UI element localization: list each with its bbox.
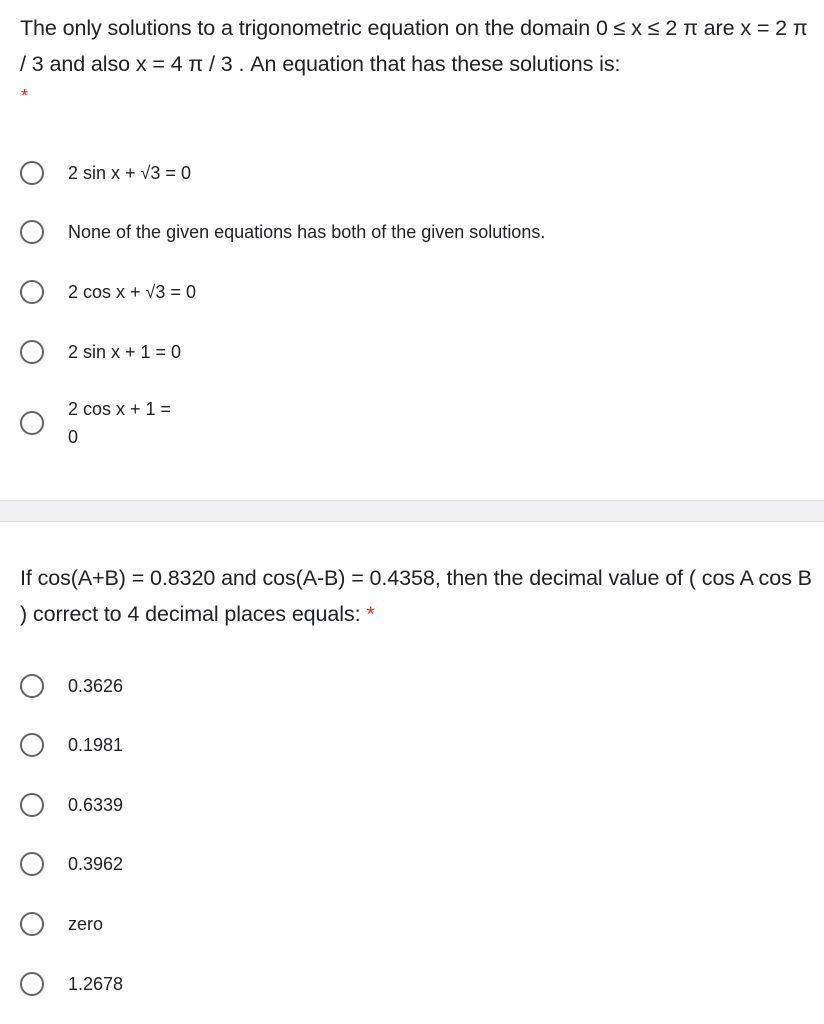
- radio-circle-icon[interactable]: [20, 280, 44, 304]
- radio-circle-icon[interactable]: [20, 340, 44, 364]
- radio-option[interactable]: [20, 850, 123, 878]
- option-label: 1.2678: [68, 974, 124, 994]
- option-label-line: 2 cos x + 1 =: [68, 399, 172, 419]
- radio-circle-icon[interactable]: [20, 912, 44, 936]
- radio-circle-icon[interactable]: [20, 793, 44, 817]
- radio-circle-icon[interactable]: [20, 852, 44, 876]
- radio-circle-icon[interactable]: [20, 972, 44, 996]
- option-label: 0.3626: [68, 676, 124, 696]
- question-title: The only solutions to a trigonometric equation on the domain 0 ≤ x ≤ 2 π are x = 2 π / 3 and also x = 4 π / 3 . An equation that has these solutions is:: [20, 16, 808, 76]
- radio-option[interactable]: [20, 910, 103, 938]
- radio-circle-icon[interactable]: [20, 674, 44, 698]
- option-label: [68, 395, 198, 451]
- radio-option[interactable]: [20, 672, 123, 700]
- radio-option[interactable]: [20, 791, 123, 819]
- radio-circle-icon[interactable]: [20, 220, 44, 244]
- radio-option[interactable]: [20, 278, 196, 306]
- option-label: 2 sin x + 1 = 0: [68, 342, 182, 362]
- option-label: 2 sin x + √3 = 0: [68, 163, 191, 183]
- option-label: 0.3962: [68, 854, 124, 874]
- question-title: [20, 560, 816, 632]
- question-card-2: [0, 522, 824, 1024]
- option-label: None of the given equations has both of the given solutions.: [68, 222, 546, 242]
- option-label: 0.1981: [68, 735, 124, 755]
- radio-circle-icon[interactable]: [20, 411, 44, 435]
- section-divider: [0, 500, 824, 522]
- radio-circle-icon[interactable]: [20, 161, 44, 185]
- required-asterisk: *: [366, 602, 375, 626]
- radio-option[interactable]: [20, 218, 545, 246]
- radio-option[interactable]: [20, 338, 181, 366]
- question-title-text: If cos(A+B) = 0.8320 and cos(A-B) = 0.4358, then the decimal value of ( cos A cos B ) correct to 4 decimal places equals:: [20, 566, 812, 626]
- radio-option[interactable]: [20, 395, 198, 451]
- radio-option[interactable]: [20, 970, 123, 998]
- radio-option[interactable]: [20, 159, 191, 187]
- option-label: zero: [68, 914, 104, 934]
- option-label: 0.6339: [68, 795, 124, 815]
- question-card-1: [0, 0, 824, 500]
- radio-option[interactable]: [20, 731, 123, 759]
- option-label-line: 0: [68, 427, 79, 447]
- radio-circle-icon[interactable]: [20, 733, 44, 757]
- required-asterisk: *: [21, 86, 29, 106]
- option-label: 2 cos x + √3 = 0: [68, 282, 196, 302]
